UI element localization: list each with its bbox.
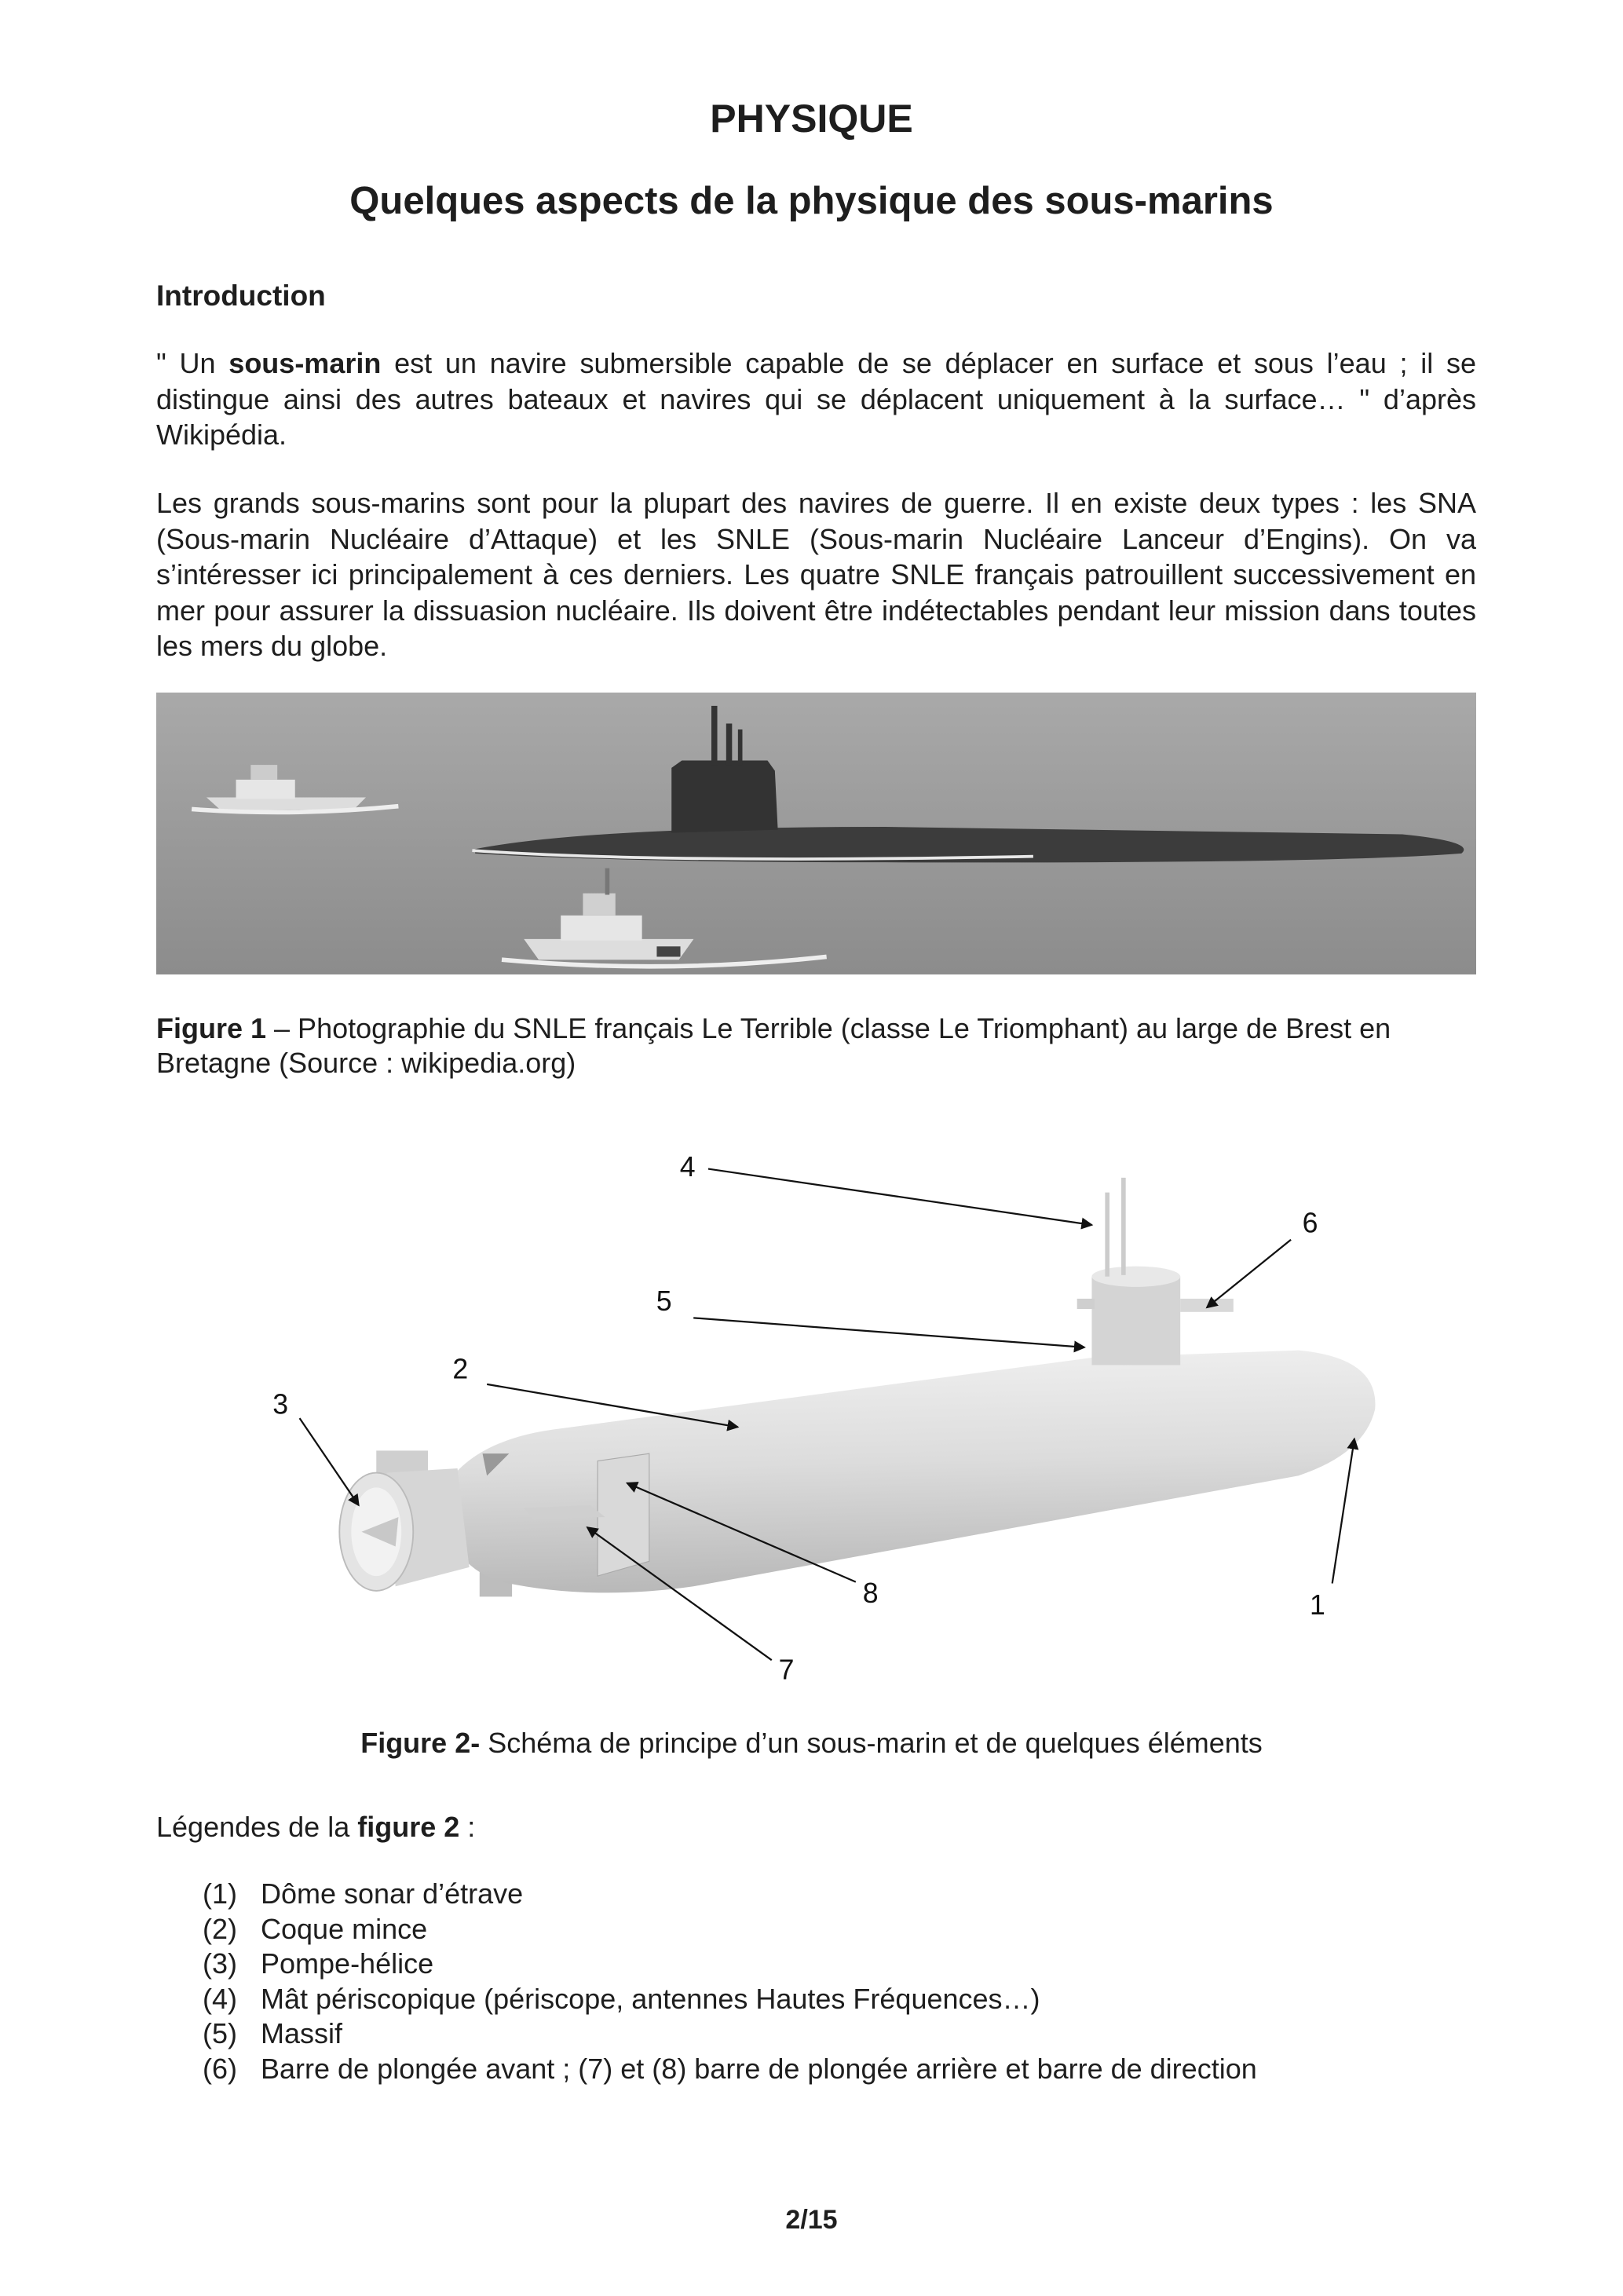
legend-intro-bold: figure 2 xyxy=(357,1811,460,1843)
submarine-diagram xyxy=(221,1136,1402,1690)
legend-item xyxy=(203,2016,1257,2052)
legend-num: (2) xyxy=(203,1912,237,1945)
arrow-5 xyxy=(693,1318,1084,1347)
legend-item xyxy=(203,1877,1257,1912)
paragraph-snle: Les grands sous-marins sont pour la plupart des navires de guerre. Il en existe deux types : les SNA (Sous-marin Nucléaire d’Attaque) et les SNLE (Sous-marin Nucléaire Lanceur d’Engins). On va s’intéresser ici principalement à ces derniers. Les quatre SNLE français patrouillent successivement en mer pour assurer la dissuasion nucléaire. Ils doivent être indétectables pendant leur mission dans toutes les mers du globe. xyxy=(156,487,1476,662)
submarine-photo xyxy=(156,693,1476,974)
label-7: 7 xyxy=(778,1654,795,1686)
legend-text: Pompe-hélice xyxy=(261,1947,434,1980)
wikipedia-quote xyxy=(156,345,1476,453)
arrow-4 xyxy=(708,1169,1091,1225)
label-1: 1 xyxy=(1309,1589,1325,1621)
arrow-6 xyxy=(1207,1240,1291,1307)
legend-intro-prefix: Légendes de la xyxy=(156,1811,358,1843)
legend-intro-suffix: : xyxy=(459,1811,476,1843)
arrow-2 xyxy=(487,1384,737,1427)
arrow-3 xyxy=(300,1418,359,1505)
label-3: 3 xyxy=(272,1388,289,1420)
legend-num: (3) xyxy=(203,1947,237,1980)
legend-item xyxy=(203,1947,1257,1982)
legend-item xyxy=(203,1912,1257,1947)
legend-intro xyxy=(156,1810,1476,1844)
legend-list xyxy=(203,1877,1257,2086)
hull xyxy=(443,1351,1376,1593)
introduction-heading: Introduction xyxy=(156,280,326,312)
quote-bold-term: sous-marin xyxy=(228,347,382,379)
sail-plane-left xyxy=(1077,1299,1095,1309)
legend-text: Dôme sonar d’étrave xyxy=(261,1877,524,1910)
arrow-1 xyxy=(1332,1439,1354,1583)
submarine-model xyxy=(339,1178,1375,1597)
page-title: Quelques aspects de la physique des sous-marins xyxy=(349,180,1274,222)
label-5: 5 xyxy=(656,1285,672,1317)
legend-num: (5) xyxy=(203,2017,237,2049)
label-8: 8 xyxy=(862,1577,879,1609)
legend-num: (6) xyxy=(203,2052,237,2085)
quote-rest: est un navire submersible capable de se déplacer en surface et sous l’eau ; il se distingue ainsi des autres bateaux et navires qui se déplacent uniquement à la surface… " d’après Wikipédia. xyxy=(156,347,1476,451)
quote-start: " Un xyxy=(156,347,229,379)
mast-2 xyxy=(1121,1178,1126,1275)
figure2-caption-text: Schéma de principe d’un sous-marin et de quelques éléments xyxy=(480,1727,1263,1759)
sail-massif xyxy=(1091,1277,1180,1366)
legend-item xyxy=(203,1982,1257,2017)
figure2-label: Figure 2- xyxy=(360,1727,481,1759)
label-4: 4 xyxy=(679,1150,696,1183)
figure1-caption xyxy=(156,1011,1476,1080)
subject-heading: PHYSIQUE xyxy=(710,97,913,141)
sail-plane-right xyxy=(1180,1299,1234,1312)
legend-text: Coque mince xyxy=(261,1912,428,1945)
figure1-label: Figure 1 xyxy=(156,1012,267,1044)
legend-item xyxy=(203,2052,1257,2087)
figure2-caption xyxy=(0,1726,1623,1760)
mast-1 xyxy=(1105,1193,1109,1277)
legend-num: (1) xyxy=(203,1877,237,1910)
legend-text: Massif xyxy=(261,2017,343,2049)
figure1-caption-text: – Photographie du SNLE français Le Terrible (classe Le Triomphant) au large de Brest en Bretagne (Source : wikipedia.org) xyxy=(156,1012,1391,1079)
legend-text: Mât périscopique (périscope, antennes Hautes Fréquences…) xyxy=(261,1982,1040,2015)
label-6: 6 xyxy=(1302,1207,1318,1239)
rudder-fin xyxy=(598,1453,649,1576)
page-number: 2/15 xyxy=(785,2205,838,2235)
legend-num: (4) xyxy=(203,1982,237,2015)
label-2: 2 xyxy=(452,1353,469,1385)
legend-text: Barre de plongée avant ; (7) et (8) barre de plongée arrière et barre de direction xyxy=(261,2052,1257,2085)
